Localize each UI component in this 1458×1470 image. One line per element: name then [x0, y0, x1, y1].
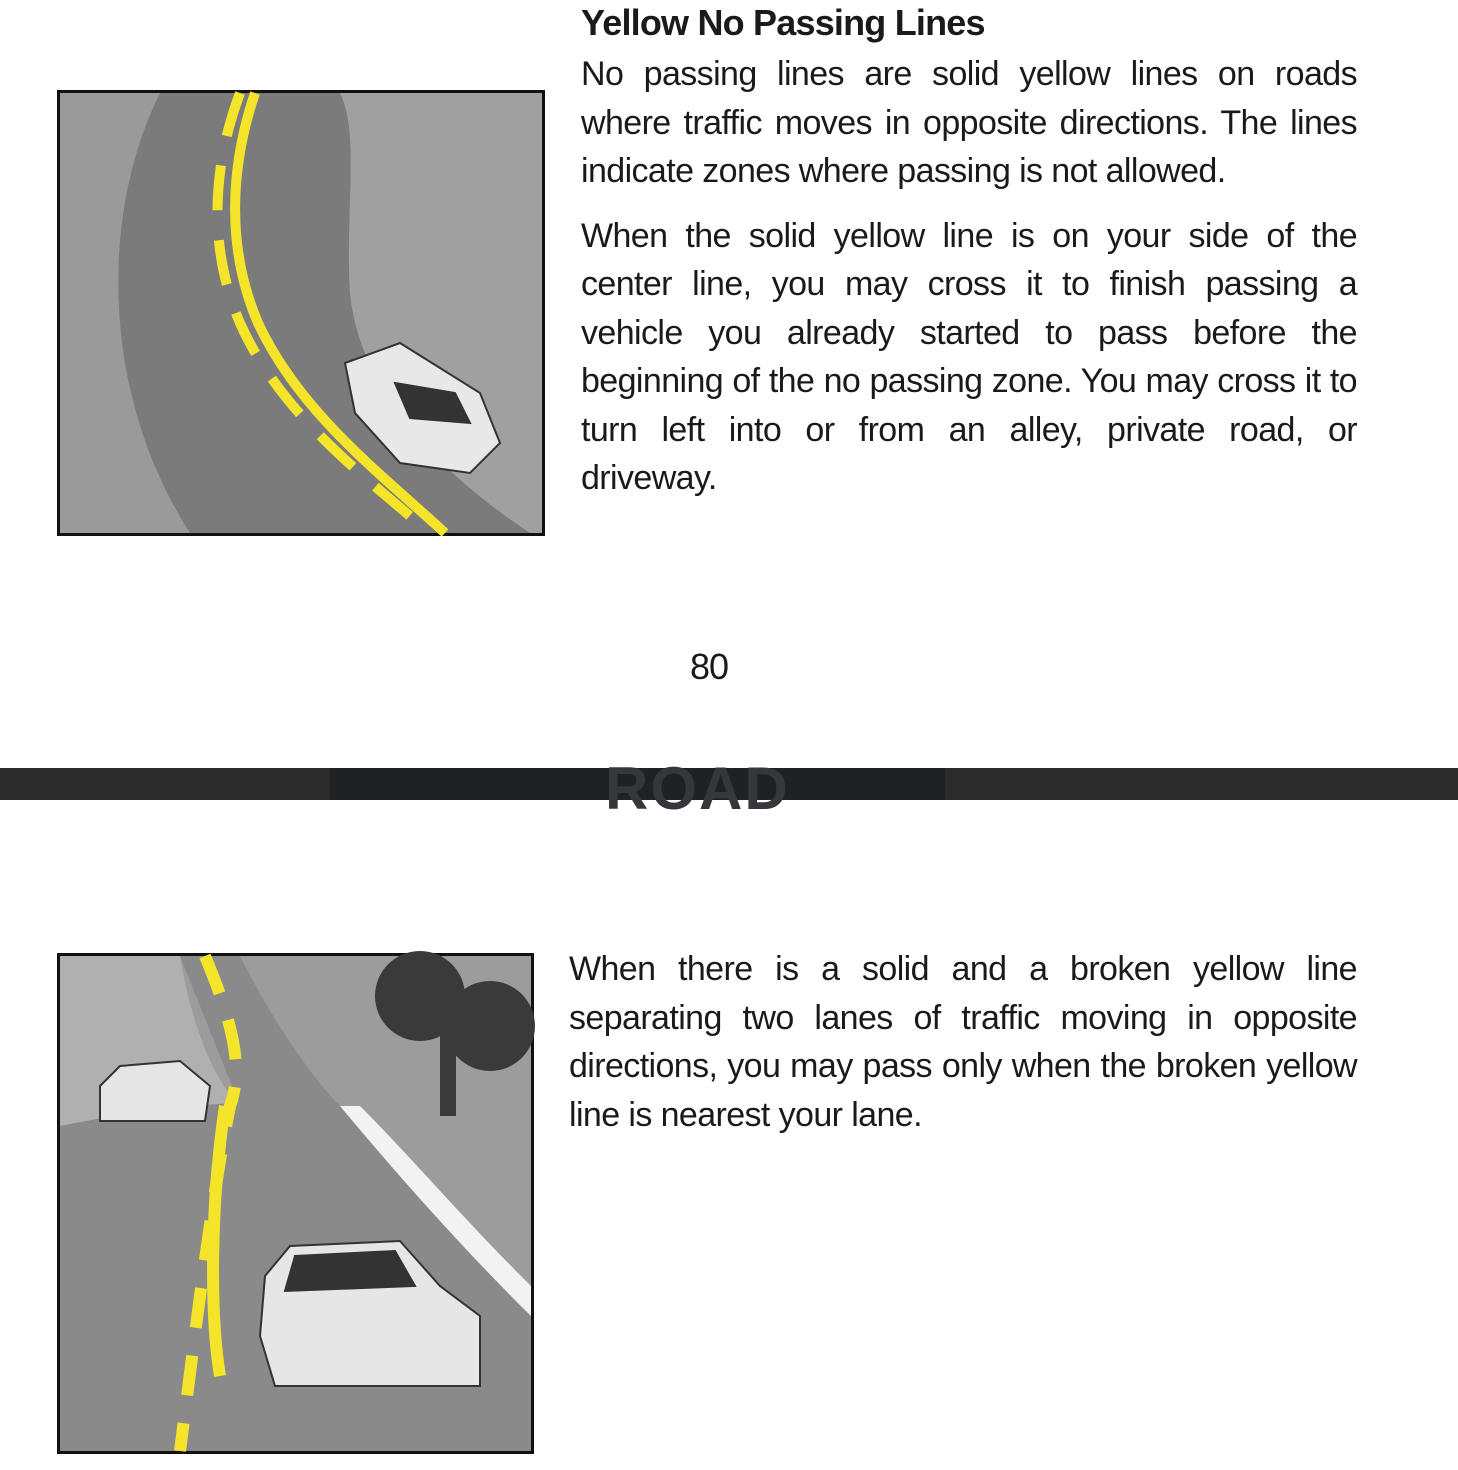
- page-number: 80: [690, 646, 729, 687]
- paragraph: When the solid yellow line is on your side of the center line, you may cross it to finish passing a vehicle you already started to pass before the beginning of the no passing zone. You may cross it to turn left into or from an alley, private road, or driveway.: [581, 216, 1357, 497]
- paragraph: No passing lines are solid yellow lines on roads where traffic moves in opposite directions. The lines indicate zones where passing is not allowed.: [581, 55, 1357, 190]
- section-heading: Yellow No Passing Lines: [581, 2, 985, 43]
- section1-body: [581, 50, 1357, 519]
- page-separator-band: [0, 755, 1458, 822]
- no-passing-zone-illustration: [57, 90, 545, 536]
- band-faded-title: ROAD: [605, 755, 790, 822]
- section2-body: [569, 945, 1357, 1155]
- paragraph: When there is a solid and a broken yellow line separating two lanes of traffic moving in opposite directions, you may pass only when the broken yellow line is nearest your lane.: [569, 950, 1357, 1134]
- broken-solid-line-illustration: [57, 953, 534, 1454]
